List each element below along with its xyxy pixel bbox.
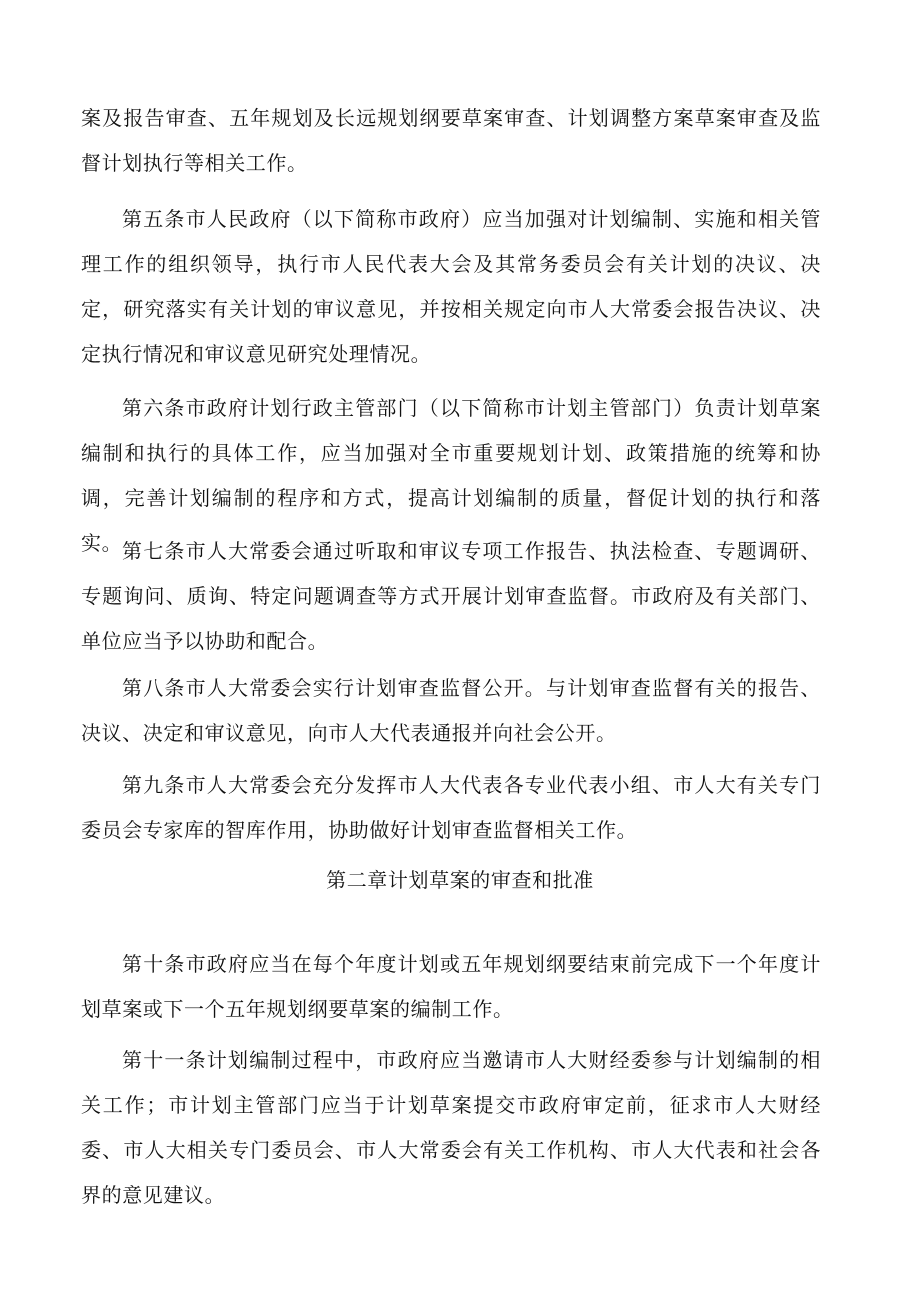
paragraph-article-8: 第八条市人大常委会实行计划审查监督公开。与计划审查监督有关的报告、决议、决定和审议意见，向市人大代表通报并向社会公开。	[81, 676, 821, 745]
paragraph-article-6: 第六条市政府计划行政主管部门（以下简称市计划主管部门）负责计划草案编制和执行的具体工作，应当加强对全市重要规划计划、政策措施的统筹和协调，完善计划编制的程序和方式，提高计划编制的质量，督促计划的执行和落实。	[81, 396, 821, 555]
paragraph-article-10: 第十条市政府应当在每个年度计划或五年规划纲要结束前完成下一个年度计划草案或下一个五年规划纲要草案的编制工作。	[81, 952, 821, 1021]
paragraph-article-7: 第七条市人大常委会通过听取和审议专项工作报告、执法检查、专题调研、专题询问、质询、特定问题调查等方式开展计划审查监督。市政府及有关部门、单位应当予以协助和配合。	[81, 539, 821, 653]
paragraph-article-5: 第五条市人民政府（以下简称市政府）应当加强对计划编制、实施和相关管理工作的组织领导，执行市人民代表大会及其常务委员会有关计划的决议、决定，研究落实有关计划的审议意见，并按相关规定向市人大常委会报告决议、决定执行情况和审议意见研究处理情况。	[81, 207, 821, 366]
paragraph-article-11: 第十一条计划编制过程中，市政府应当邀请市人大财经委参与计划编制的相关工作；市计划主管部门应当于计划草案提交市政府审定前，征求市人大财经委、市人大相关专门委员会、市人大常委会有关工作机构、市人大代表和社会各界的意见建议。	[81, 1048, 821, 1207]
chapter-heading: 第二章计划草案的审查和批准	[326, 868, 594, 892]
paragraph-article-9: 第九条市人大常委会充分发挥市人大代表各专业代表小组、市人大有关专门委员会专家库的智库作用，协助做好计划审查监督相关工作。	[81, 773, 821, 842]
paragraph-article-4-continued: 案及报告审查、五年规划及长远规划纲要草案审查、计划调整方案草案审查及监督计划执行等相关工作。	[81, 106, 821, 175]
